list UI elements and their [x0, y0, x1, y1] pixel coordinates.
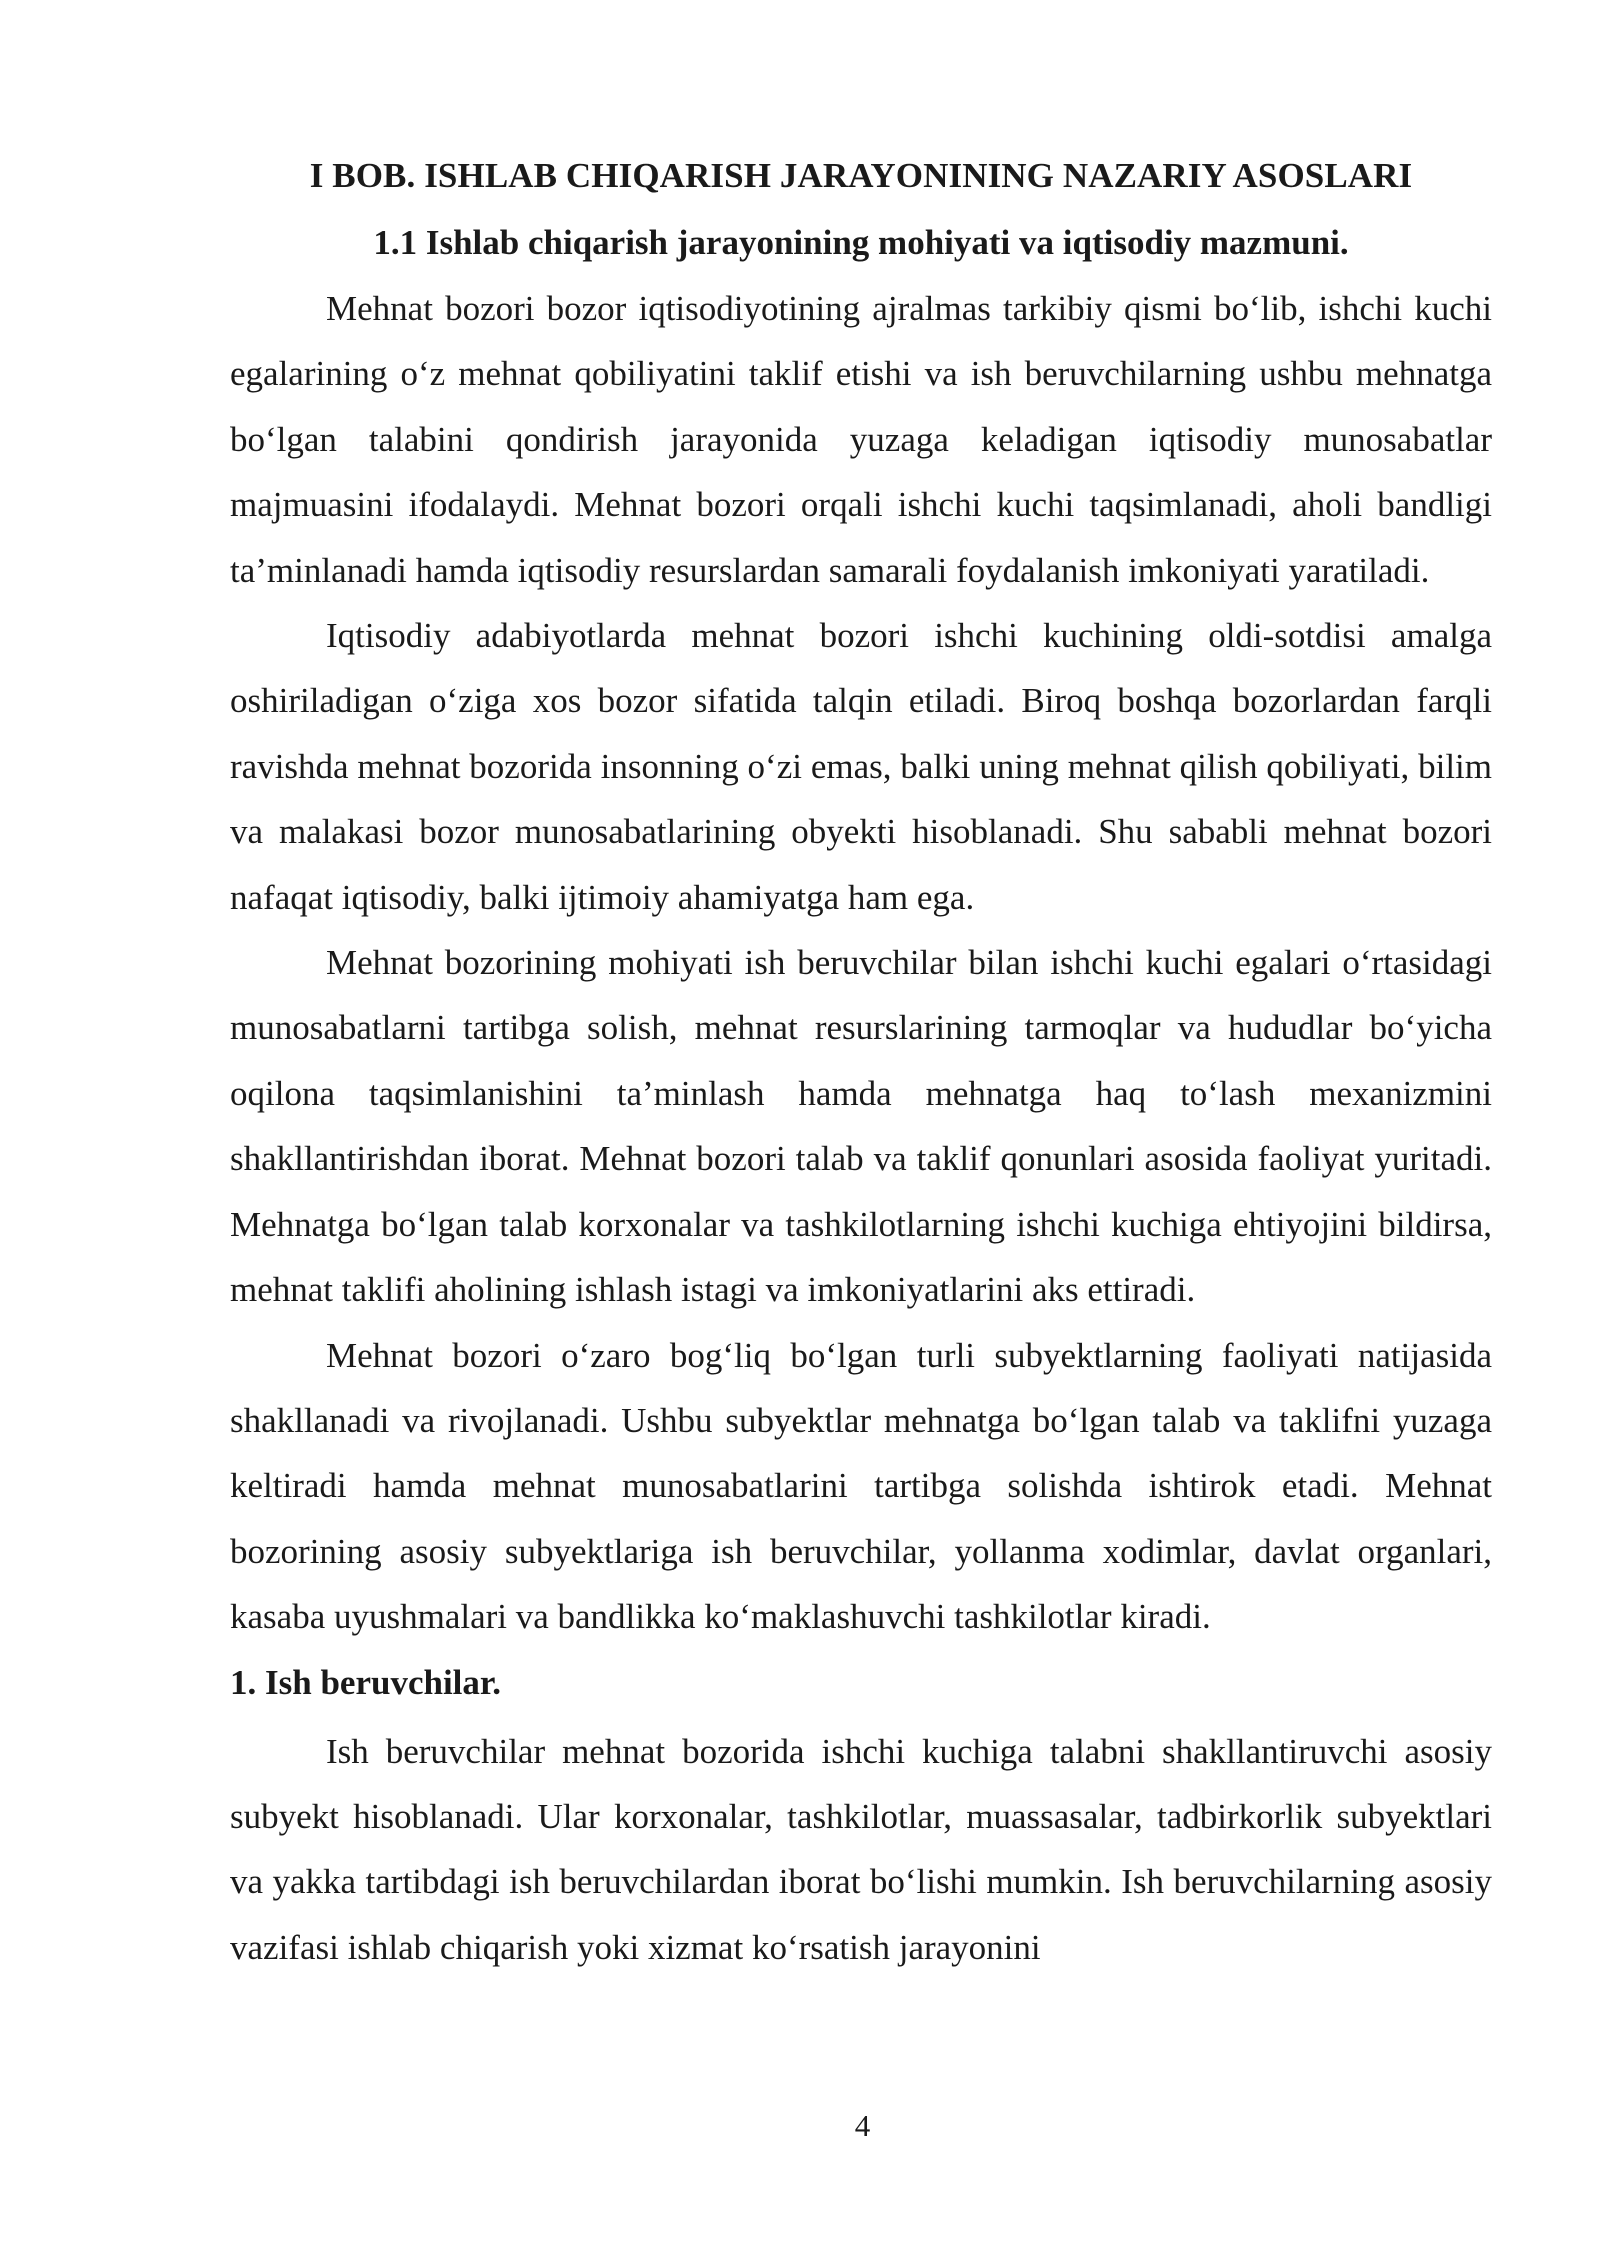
chapter-title: I BOB. ISHLAB CHIQARISH JARAYONINING NAZARIY ASOSLARI — [309, 156, 1413, 195]
page-content — [230, 151, 1492, 1980]
section-title: 1.1 Ishlab chiqarish jarayonining mohiyati va iqtisodiy mazmuni. — [373, 223, 1349, 262]
paragraph-1: Mehnat bozori bozor iqtisodiyotining ajralmas tarkibiy qismi bo‘lib, ishchi kuchi egalarining o‘z mehnat qobiliyatini taklif etishi va ish beruvchilarning ushbu mehnatga bo‘lgan talabini qondirish jarayonida yuzaga keladigan iqtisodiy munosabatlar majmuasini ifodalaydi. Mehnat bozori orqali ishchi kuchi taqsimlanadi, aholi bandligi ta’minlanadi hamda iqtisodiy resurslardan samarali foydalanish imkoniyati yaratiladi. — [230, 289, 1492, 590]
paragraph-4: Mehnat bozori o‘zaro bog‘liq bo‘lgan turli subyektlarning faoliyati natijasida shakllanadi va rivojlanadi. Ushbu subyektlar mehnatga bo‘lgan talab va taklifni yuzaga keltiradi hamda mehnat munosabatlarini tartibga solishda ishtirok etadi. Mehnat bozorining asosiy subyektlariga ish beruvchilar, yollanma xodimlar, davlat organlari, kasaba uyushmalari va bandlikka ko‘maklashuvchi tashkilotlar kiradi. — [230, 1335, 1492, 1637]
subsection-heading: 1. Ish beruvchilar. — [230, 1662, 501, 1702]
paragraph-3: Mehnat bozorining mohiyati ish beruvchilar bilan ishchi kuchi egalari o‘rtasidagi munosabatlarni tartibga solish, mehnat resurslarining tarmoqlar va hududlar bo‘yicha oqilona taqsimlanishini ta’minlash hamda mehnatga haq to‘lash mexanizmini shakllantirishdan iborat. Mehnat bozori talab va taklif qonunlari asosida faoliyat yuritadi. Mehnatga bo‘lgan talab korxonalar va tashkilotlarning ishchi kuchiga ehtiyojini bildirsa, mehnat taklifi aholining ishlash istagi va imkoniyatlarini aks ettiradi. — [230, 943, 1492, 1310]
subsection-paragraph: Ish beruvchilar mehnat bozorida ishchi kuchiga talabni shakllantiruvchi asosiy subyekt hisoblanadi. Ular korxonalar, tashkilotlar, muassasalar, tadbirkorlik subyektlari va yakka tartibdagi ish beruvchilardan iborat bo‘lishi mumkin. Ish beruvchilarning asosiy vazifasi ishlab chiqarish yoki xizmat ko‘rsatish jarayonini — [230, 1731, 1492, 1967]
page-number: 4 — [854, 2108, 871, 2143]
paragraph-2: Iqtisodiy adabiyotlarda mehnat bozori ishchi kuchining oldi-sotdisi amalga oshiriladigan o‘ziga xos bozor sifatida talqin etiladi. Biroq boshqa bozorlardan farqli ravishda mehnat bozorida insonning o‘zi emas, balki uning mehnat qilish qobiliyati, bilim va malakasi bozor munosabatlarining obyekti hisoblanadi. Shu sababli mehnat bozori nafaqat iqtisodiy, balki ijtimoiy ahamiyatga ham ega. — [230, 616, 1492, 917]
